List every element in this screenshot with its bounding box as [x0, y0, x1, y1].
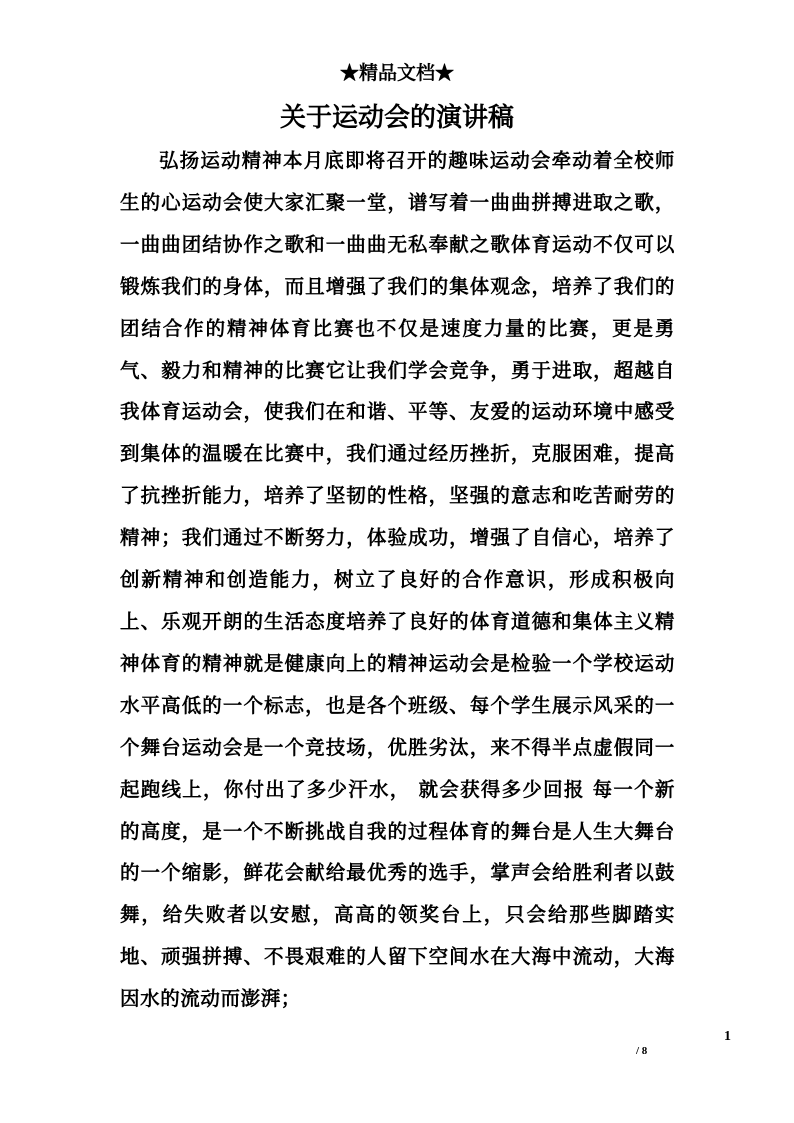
document-title: 关于运动会的演讲稿 — [279, 103, 514, 133]
page-number: 1 — [724, 1029, 731, 1044]
body-paragraph: 弘扬运动精神本月底即将召开的趣味运动会牵动着全校师生的心运动会使大家汇聚一堂，谱写着一曲曲拼搏进取之歌，一曲曲团结协作之歌和一曲曲无私奉献之歌体育运动不仅可以锻炼我们的身体，而且增强了我们的集体观念，培养了我们的团结合作的精神体育比赛也不仅是速度力量的比赛，更是勇气、毅力和精神的比赛它让我们学会竞争，勇于进取，超越自我体育运动会，使我们在和谐、平等、友爱的运动环境中感受到集体的温暖在比赛中，我们通过经历挫折，克服困难，提高了抗挫折能力，培养了坚韧的性格，坚强的意志和吃苦耐劳的精神；我们通过不断努力，体验成功，增强了自信心，培养了创新精神和创造能力，树立了良好的合作意识，形成积极向上、乐观开朗的生活态度培养了良好的体育道德和集体主义精神体育的精神就是健康向上的精神运动会是检验一个学校运动水平高低的一个标志，也是各个班级、每个学生展示风采的一个舞台运动会是一个竞技场，优胜劣汰，来不得半点虚假同一起跑线上，你付出了多少汗水， 就会获得多少回报 每一个新的高度，是一个不断挑战自我的过程体育的舞台是人生大舞台的一个缩影，鲜花会献给最优秀的选手，掌声会给胜利者以鼓舞，给失败者以安慰，高高的领奖台上，只会给那些脚踏实地、顽强拼搏、不畏艰难的人留下空间水在大海中流动，大海因水的流动而澎湃； — [120, 149, 675, 1011]
document-header: ★精品文档★ — [339, 62, 454, 84]
page-total: / 8 — [636, 1045, 648, 1057]
